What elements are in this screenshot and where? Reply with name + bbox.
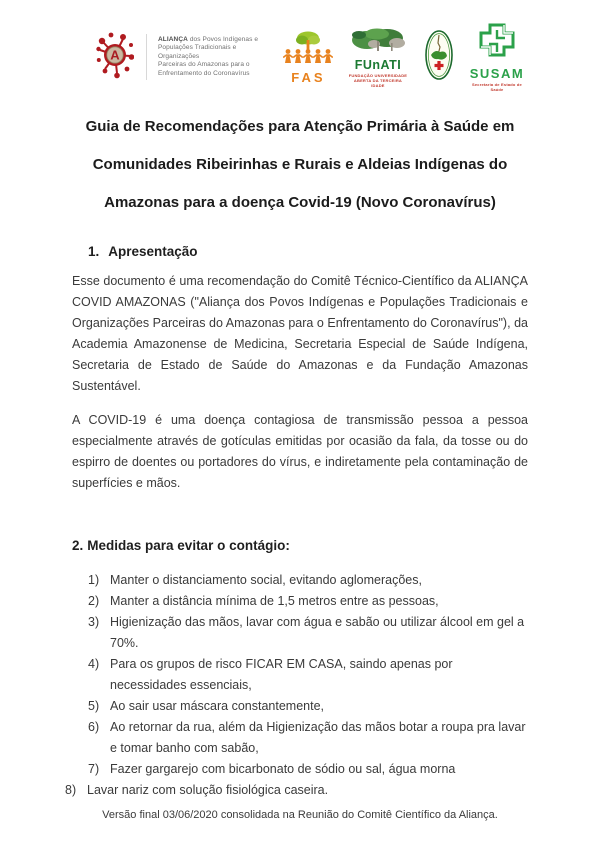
alianca-line3: Parceiras do Amazonas para o xyxy=(157,61,250,69)
alianca-line4: Enfrentamento do Coronavírus xyxy=(157,69,250,77)
document-header xyxy=(96,28,528,92)
funati-canopy-icon xyxy=(347,27,409,58)
footer-note: Versão final 03/06/2020 consolidada na Reunião do Comitê Científico da Aliança. xyxy=(102,809,498,821)
section-2-heading xyxy=(72,538,528,553)
svg-text:A: A xyxy=(110,47,120,62)
item-text: Fazer gargarejo com bicarbonato de sódio ou sal, água morna xyxy=(110,761,456,776)
alianca-name: ALIANÇA xyxy=(157,35,188,43)
fas-logo xyxy=(283,30,333,85)
item-number: 2) xyxy=(88,593,100,608)
fas-tree-people-icon xyxy=(283,30,333,69)
academy-seal-icon xyxy=(424,29,454,86)
item-number: 6) xyxy=(88,719,100,734)
section-1-heading xyxy=(88,244,528,259)
alianca-org-text xyxy=(158,36,270,79)
list-item-7 xyxy=(88,759,528,780)
fas-label: FAS xyxy=(291,69,326,85)
item-number: 7) xyxy=(88,761,100,776)
alianca-virus-icon xyxy=(96,30,134,85)
list-item-5 xyxy=(88,696,528,717)
section-2-number: 2. xyxy=(72,537,84,553)
susam-logo xyxy=(466,22,528,92)
list-item-6 xyxy=(88,717,528,759)
section-1-paragraph-1: Esse documento é uma recomendação do Comitê Técnico-Científico da ALIANÇA COVID AMAZONAS ("Aliança dos Povos Indígenas e Populações Tradicionais e Organizações Parceiras do Amazonas para o Enfrentamento do Coronavírus"), da Academia Amazonense de Medicina, Secretaria Especial de Saúde Indígena, Secretaria de Estado de Saúde do Amazonas e da Fundação Amazonas Sustentável. xyxy=(72,274,528,393)
item-text: Manter a distância mínima de 1,5 metros entre as pessoas, xyxy=(110,593,439,608)
item-text: Manter o distanciamento social, evitando aglomerações, xyxy=(110,572,422,587)
section-1-paragraph-2: A COVID-19 é uma doença contagiosa de transmissão pessoa a pessoa especialmente através de gotículas emitidas por ocasião da fala, da tosse ou do espirro de doentes ou portadores do vírus, e indiretamente pela contaminação de superfícies e mãos. xyxy=(72,412,528,490)
list-item-8 xyxy=(65,780,528,801)
item-text: Higienização das mãos, lavar com água e sabão ou utilizar álcool em gel a 70%. xyxy=(110,614,525,650)
list-item-4 xyxy=(88,654,528,696)
title-line-3: Amazonas para a doença Covid-19 (Novo Coronavírus) xyxy=(104,194,496,211)
funati-subtitle: FUNDAÇÃO UNIVERSIDADE ABERTA DA TERCEIRA IDADE xyxy=(348,72,408,88)
susam-label: SUSAM xyxy=(469,66,525,81)
header-divider xyxy=(146,34,147,80)
item-text: Para os grupos de risco FICAR EM CASA, saindo apenas por necessidades essenciais, xyxy=(110,656,453,692)
alianca-line2: Populações Tradicionais e Organizações xyxy=(157,44,237,60)
susam-cross-icon xyxy=(475,22,519,65)
item-number: 1) xyxy=(88,572,100,587)
measures-list xyxy=(65,570,528,801)
section-2-title: Medidas para evitar o contágio: xyxy=(87,537,290,553)
title-line-2: Comunidades Ribeirinhas e Rurais e Aldeias Indígenas do xyxy=(92,156,508,173)
item-number: 4) xyxy=(88,656,100,671)
item-number: 3) xyxy=(88,614,100,629)
alianca-line1: dos Povos Indígenas e xyxy=(187,35,259,43)
list-item-3 xyxy=(88,612,528,654)
item-text: Ao sair usar máscara constantemente, xyxy=(110,698,324,713)
list-item-2 xyxy=(88,591,528,612)
section-1-number: 1. xyxy=(88,244,100,259)
funati-logo xyxy=(347,27,409,88)
item-number: 8) xyxy=(65,782,77,797)
susam-subtitle: Secretaria de Estado de Saúde xyxy=(472,82,522,92)
item-text: Lavar nariz com solução fisiológica caseira. xyxy=(87,782,329,797)
item-number: 5) xyxy=(88,698,100,713)
funati-label: FUnATI xyxy=(354,57,402,72)
section-1-title: Apresentação xyxy=(108,244,198,259)
title-line-1: Guia de Recomendações para Atenção Primária à Saúde em xyxy=(85,118,515,135)
list-item-1 xyxy=(88,570,528,591)
document-title xyxy=(72,108,528,222)
item-text: Ao retornar da rua, além da Higienização das mãos botar a roupa pra lavar e tomar banho com sabão, xyxy=(110,719,526,755)
